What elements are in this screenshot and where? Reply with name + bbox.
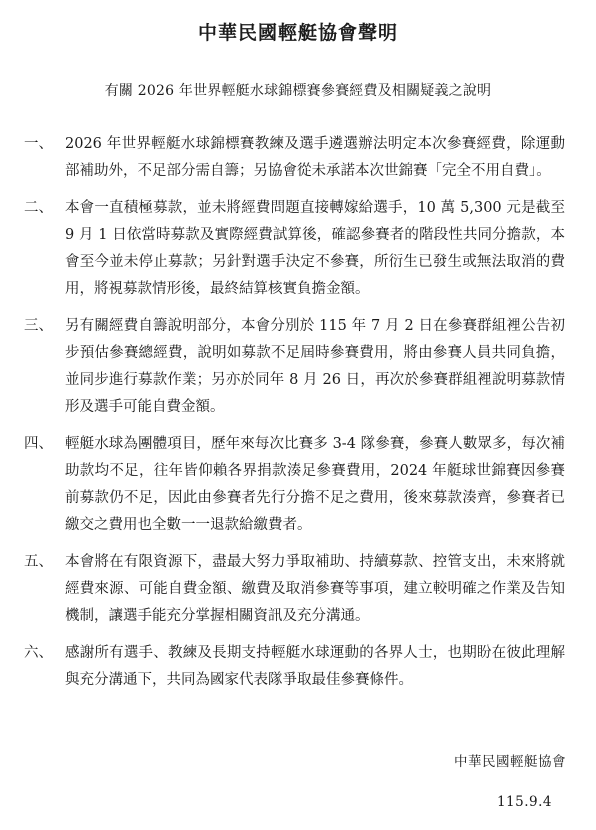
item-text: 本會將在有限資源下，盡最大努力爭取補助、持續募款、控管支出，未來將就經費來源、可能自費金額、繳費及取消參賽等事項，建立較明確之作業及告知機制，讓選手能充分掌握相關資訊及充分溝通。 bbox=[65, 554, 565, 624]
item-number: 二、 bbox=[24, 200, 53, 216]
statement-item-5 bbox=[0, 549, 596, 630]
page-title: 中華民國輕艇協會聲明 bbox=[197, 22, 398, 44]
item-number: 六、 bbox=[24, 645, 53, 661]
item-number: 一、 bbox=[24, 136, 53, 152]
item-number: 三、 bbox=[24, 318, 53, 334]
statement-item-6 bbox=[0, 640, 596, 694]
statement-item-4 bbox=[0, 431, 596, 539]
signature: 中華民國輕艇協會 bbox=[454, 754, 566, 770]
item-text: 感謝所有選手、教練及長期支持輕艇水球運動的各界人士，也期盼在彼此理解與充分溝通下，共同為國家代表隊爭取最佳參賽條件。 bbox=[65, 645, 565, 688]
page-subtitle: 有關 2026 年世界輕艇水球錦標賽參賽經費及相關疑義之說明 bbox=[104, 83, 492, 99]
item-number: 五、 bbox=[24, 554, 53, 570]
item-text: 2026 年世界輕艇水球錦標賽教練及選手遴選辦法明定本次參賽經費，除運動部補助外，不足部分需自籌；另協會從未承諾本次世錦賽「完全不用自費」。 bbox=[65, 136, 565, 179]
item-text: 本會一直積極募款，並未將經費問題直接轉嫁給選手，10 萬 5,300 元是截至 9 月 1 日依當時募款及實際經費試算後，確認參賽者的階段性共同分擔款，本會至今並未停止募款；另針對選手決定不參賽，所衍生已發生或無法取消的費用，將視募款情形後，最終結算核實負擔金額。 bbox=[65, 200, 565, 297]
statement-item-1 bbox=[0, 131, 596, 185]
statement-item-2 bbox=[0, 195, 596, 303]
statement-date: 115.9.4 bbox=[496, 794, 552, 810]
item-text: 輕艇水球為團體項目，歷年來每次比賽多 3-4 隊參賽，參賽人數眾多，每次補助款均不足，往年皆仰賴各界捐款湊足參賽費用，2024 年艇球世錦賽因參賽前募款仍不足，因此由參賽者先行分擔不足之費用，後來募款湊齊，參賽者已繳交之費用也全數一一退款給繳費者。 bbox=[65, 436, 565, 533]
statement-items bbox=[0, 131, 596, 704]
item-text: 另有關經費自籌說明部分，本會分別於 115 年 7 月 2 日在參賽群組裡公告初步預估參賽總經費，說明如募款不足屆時參賽費用，將由參賽人員共同負擔，並同步進行募款作業；另亦於同年 8 月 26 日，再次於參賽群組裡說明募款情形及選手可能自費金額。 bbox=[65, 318, 565, 415]
statement-item-3 bbox=[0, 313, 596, 421]
item-number: 四、 bbox=[24, 436, 53, 452]
